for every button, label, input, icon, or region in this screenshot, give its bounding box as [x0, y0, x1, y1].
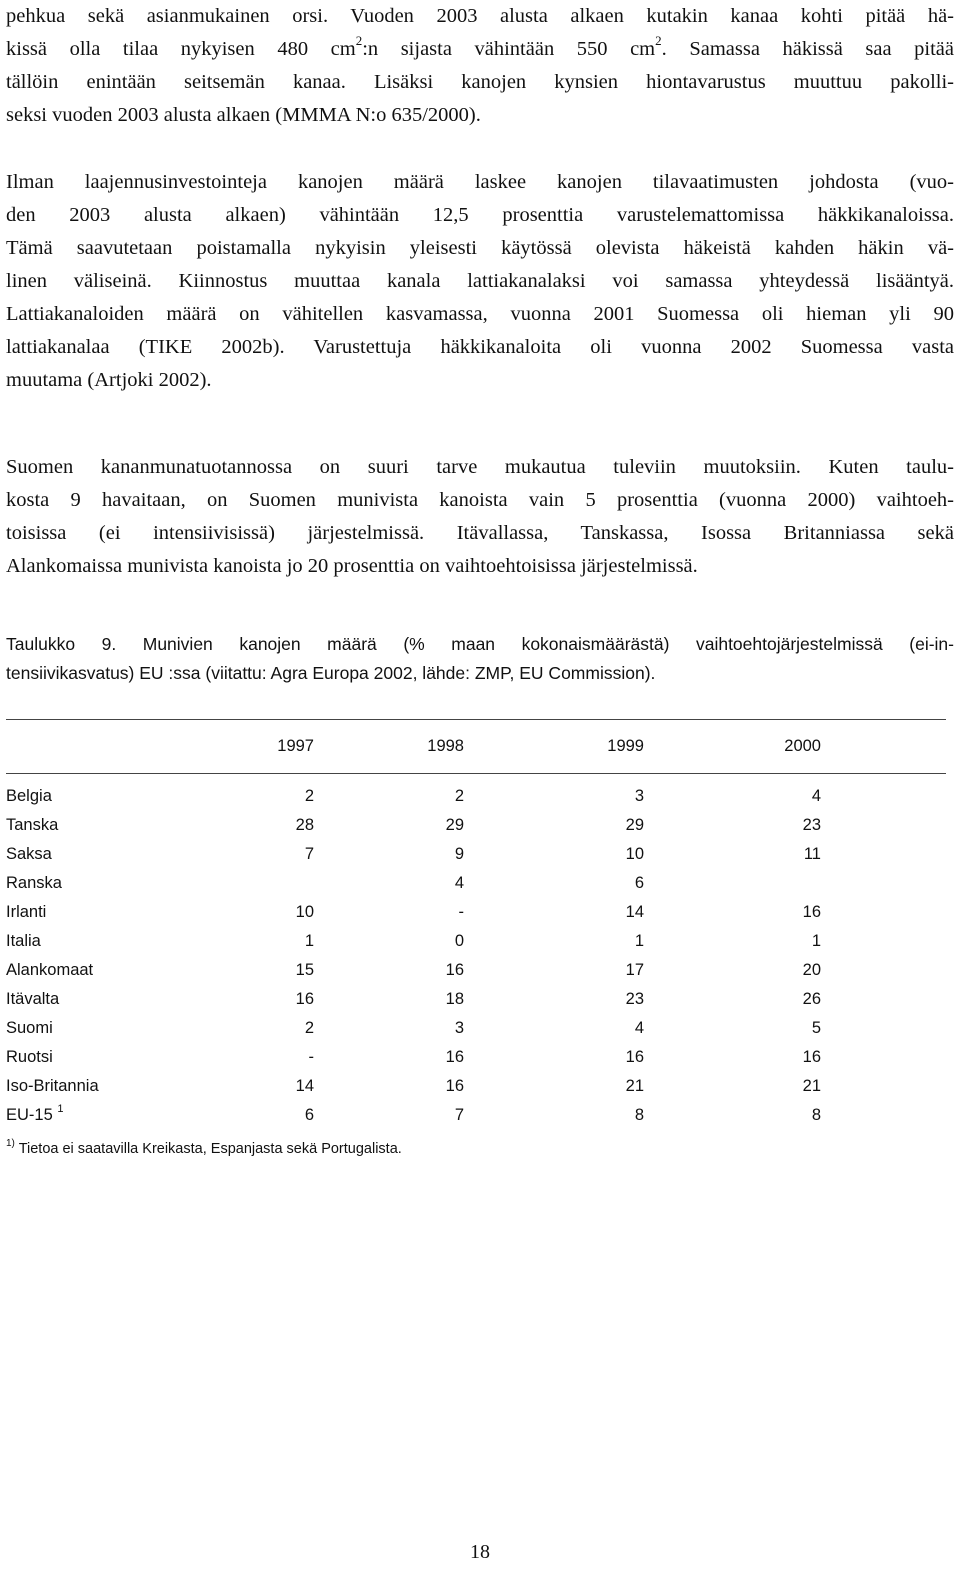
table-header-row — [6, 720, 946, 774]
country-name: Ranska — [6, 874, 62, 892]
pad-cell — [821, 1043, 946, 1072]
paragraph-line: den 2003 alusta alkaen) vähintään 12,5 prosenttia varustelemattomissa häkkikanaloissa. — [6, 204, 954, 226]
table-body — [6, 774, 946, 1131]
pad-cell — [821, 898, 946, 927]
country-name: Italia — [6, 932, 41, 950]
header-cell: 1997 — [277, 737, 314, 755]
value-cell: 16 — [802, 1048, 821, 1066]
value-cell: 16 — [295, 990, 314, 1008]
value-cell — [206, 869, 314, 898]
table-row — [6, 898, 946, 927]
superscript: 2 — [355, 33, 363, 49]
country-name: Suomi — [6, 1019, 53, 1037]
value-cell: - — [458, 903, 464, 921]
value-cell: 5 — [811, 1019, 821, 1037]
header-empty-cell — [6, 720, 206, 774]
country-cell — [6, 927, 206, 956]
table-row — [6, 985, 946, 1014]
value-cell: 28 — [295, 816, 314, 834]
value-cell: 15 — [295, 961, 314, 979]
table — [6, 720, 946, 1130]
pad-cell — [821, 774, 946, 812]
value-cell: 3 — [634, 787, 644, 805]
table-row — [6, 1072, 946, 1101]
country-name: Ruotsi — [6, 1048, 53, 1066]
value-cell: 10 — [625, 845, 644, 863]
footnote-marker: 1) — [6, 1138, 15, 1150]
country-name: Itävalta — [6, 990, 60, 1008]
superscript: 2 — [655, 33, 662, 49]
value-cell: 3 — [454, 1019, 464, 1037]
value-cell: 8 — [634, 1106, 644, 1124]
value-cell: 9 — [454, 845, 464, 863]
text-fragment: . Samassa häkissä saa pitää — [661, 38, 955, 60]
value-cell: 14 — [625, 903, 644, 921]
page-number: 18 — [470, 1541, 490, 1563]
table-row — [6, 1101, 946, 1130]
table-row — [6, 956, 946, 985]
table-row — [6, 1014, 946, 1043]
country-name: EU-15 — [6, 1106, 53, 1124]
pad-cell — [821, 1014, 946, 1043]
text-fragment: kissä olla tilaa nykyisen 480 cm — [6, 38, 356, 60]
value-cell: 8 — [811, 1106, 821, 1124]
value-cell: 21 — [625, 1077, 644, 1095]
country-cell — [6, 1014, 206, 1043]
header-pad-cell — [821, 720, 946, 774]
value-cell: 29 — [625, 816, 644, 834]
country-cell — [6, 840, 206, 869]
data-table — [6, 719, 946, 1130]
header-cell: 1999 — [607, 737, 644, 755]
value-cell: 16 — [625, 1048, 644, 1066]
text-fragment: :n sijasta vähintään 550 cm — [362, 38, 656, 60]
header-cell: 2000 — [784, 737, 821, 755]
country-cell — [6, 898, 206, 927]
paragraph-line: Suomen kananmunatuotannossa on suuri tarve mukautua tuleviin muutoksiin. Kuten taulu- — [6, 456, 954, 478]
pad-cell — [821, 985, 946, 1014]
value-cell: 4 — [454, 874, 464, 892]
table-row — [6, 927, 946, 956]
value-cell: 7 — [454, 1106, 464, 1124]
paragraph-line: seksi vuoden 2003 alusta alkaen (MMMA N:o 635/2000). — [6, 104, 481, 126]
value-cell: 16 — [802, 903, 821, 921]
country-cell — [6, 869, 206, 898]
country-name: Irlanti — [6, 903, 47, 921]
paragraph-line: linen väliseinä. Kiinnostus muuttaa kanala lattiakanalaksi voi samassa yhteydessä lisääntyä. — [6, 270, 954, 292]
country-cell — [6, 774, 206, 812]
value-cell: 4 — [811, 787, 821, 805]
value-cell: 7 — [304, 845, 314, 863]
table-row — [6, 811, 946, 840]
value-cell — [644, 869, 821, 898]
pad-cell — [821, 1101, 946, 1130]
table-row — [6, 1043, 946, 1072]
country-name: Belgia — [6, 787, 52, 805]
value-cell: 18 — [445, 990, 464, 1008]
country-cell — [6, 1101, 206, 1130]
pad-cell — [821, 869, 946, 898]
country-cell — [6, 811, 206, 840]
value-cell: 16 — [445, 1077, 464, 1095]
value-cell: 16 — [445, 961, 464, 979]
paragraph-line: lattiakanalaa (TIKE 2002b). Varustettuja häkkikanaloita oli vuonna 2002 Suomessa vasta — [6, 336, 954, 358]
paragraph-2 — [6, 166, 954, 397]
country-name: Iso-Britannia — [6, 1077, 99, 1095]
country-name: Saksa — [6, 845, 52, 863]
paragraph-line: kosta 9 havaitaan, on Suomen munivista kanoista vain 5 prosenttia (vuonna 2000) vaihtoeh- — [6, 489, 954, 511]
value-cell: 2 — [454, 787, 464, 805]
table-caption — [6, 630, 954, 688]
value-cell: 6 — [304, 1106, 314, 1124]
pad-cell — [821, 1072, 946, 1101]
country-cell — [6, 1072, 206, 1101]
value-cell: 10 — [295, 903, 314, 921]
paragraph-line: pehkua sekä asianmukainen orsi. Vuoden 2003 alusta alkaen kutakin kanaa kohti pitää hä- — [6, 5, 954, 27]
pad-cell — [821, 956, 946, 985]
paragraph-line — [6, 33, 954, 66]
paragraph-line: Ilman laajennusinvestointeja kanojen määrä laskee kanojen tilavaatimusten johdosta (vuo- — [6, 171, 954, 193]
value-cell: 1 — [304, 932, 314, 950]
footnote-text: Tietoa ei saatavilla Kreikasta, Espanjasta sekä Portugalista. — [18, 1141, 402, 1157]
value-cell: 20 — [802, 961, 821, 979]
value-cell: 4 — [634, 1019, 644, 1037]
paragraph-line: tällöin enintään seitsemän kanaa. Lisäksi kanojen kynsien hiontavarustus muuttuu pakolli- — [6, 71, 954, 93]
paragraph-line: toisissa (ei intensiivisissä) järjestelmissä. Itävallassa, Tanskassa, Isossa Britanniassa sekä — [6, 522, 954, 544]
value-cell: 26 — [802, 990, 821, 1008]
value-cell: 16 — [445, 1048, 464, 1066]
value-cell: 0 — [454, 932, 464, 950]
value-cell: 17 — [625, 961, 644, 979]
country-name: Alankomaat — [6, 961, 94, 979]
value-cell: 2 — [304, 1019, 314, 1037]
pad-cell — [821, 840, 946, 869]
paragraph-line: Lattiakanaloiden määrä on vähitellen kasvamassa, vuonna 2001 Suomessa oli hieman yli 90 — [6, 303, 954, 325]
country-cell — [6, 985, 206, 1014]
table-row — [6, 869, 946, 898]
pad-cell — [821, 927, 946, 956]
footnote-ref: 1 — [57, 1102, 64, 1115]
table-footnote — [6, 1138, 954, 1157]
paragraph-1 — [6, 0, 954, 132]
country-cell — [6, 956, 206, 985]
pad-cell — [821, 811, 946, 840]
value-cell: 14 — [295, 1077, 314, 1095]
table-row — [6, 774, 946, 812]
paragraph-line: Alankomaissa munivista kanoista jo 20 prosenttia on vaihtoehtoisissa järjestelmissä. — [6, 555, 698, 577]
paragraph-line: muutama (Artjoki 2002). — [6, 369, 212, 391]
caption-line: tensiivikasvatus) EU :ssa (viitattu: Agra Europa 2002, lähde: ZMP, EU Commission). — [6, 663, 656, 683]
value-cell: 23 — [625, 990, 644, 1008]
value-cell: 1 — [811, 932, 821, 950]
header-cell: 1998 — [427, 737, 464, 755]
caption-line: Taulukko 9. Munivien kanojen määrä (% maan kokonaismäärästä) vaihtoehtojärjestelmissä (ei-in- — [6, 634, 954, 654]
value-cell: 6 — [634, 874, 644, 892]
table-row — [6, 840, 946, 869]
value-cell: 11 — [803, 845, 821, 863]
value-cell: 1 — [634, 932, 644, 950]
country-name: Tanska — [6, 816, 59, 834]
value-cell: 29 — [445, 816, 464, 834]
country-cell — [6, 1043, 206, 1072]
value-cell: - — [308, 1048, 314, 1066]
value-cell: 2 — [304, 787, 314, 805]
value-cell: 23 — [802, 816, 821, 834]
paragraph-3 — [6, 451, 954, 583]
paragraph-line: Tämä saavutetaan poistamalla nykyisin yleisesti käytössä olevista häkeistä kahden häkin vä- — [6, 237, 954, 259]
value-cell: 21 — [802, 1077, 821, 1095]
